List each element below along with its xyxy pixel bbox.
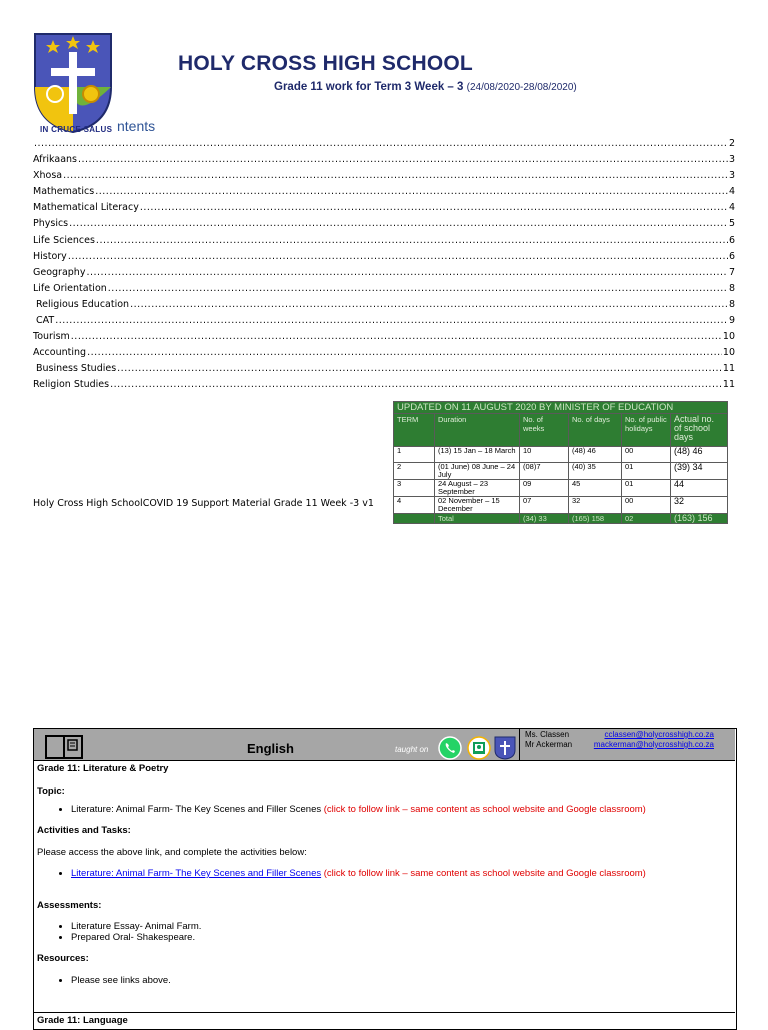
assessments-label: Assessments:	[37, 900, 102, 911]
teacher-name: Ms. Classen	[525, 730, 570, 739]
teacher-name: Mr Ackerman	[525, 740, 573, 749]
table-cell: 24 August – 23 September	[435, 480, 520, 497]
activities-text: Please access the above link, and complete the activities below:	[37, 847, 307, 858]
toc-page-number: 10	[722, 347, 735, 359]
toc-page-number: 9	[728, 315, 735, 327]
table-cell: (40) 35	[569, 463, 622, 480]
table-total-cell: Total	[435, 514, 520, 524]
toc-leader-dots	[63, 168, 728, 184]
table-cell: 00	[622, 497, 671, 514]
table-row	[394, 480, 728, 497]
table-cell: 2	[394, 463, 435, 480]
section-divider	[34, 1012, 735, 1013]
table-cell: 45	[569, 480, 622, 497]
activity-link[interactable]: Literature: Animal Farm- The Key Scenes and Filler Scenes	[71, 868, 322, 879]
toc-entry[interactable]	[33, 184, 735, 200]
table-cell: 00	[622, 447, 671, 463]
table-header-cell: No. of public holidays	[622, 414, 671, 447]
toc-entry[interactable]	[33, 168, 735, 184]
toc-entry-label: Life Orientation	[33, 282, 107, 294]
toc-page-number: 4	[728, 202, 735, 214]
school-logo-icon[interactable]	[494, 736, 516, 760]
table-cell: 02 November – 15 December	[435, 497, 520, 514]
table-header-cell: TERM	[394, 414, 435, 447]
table-cell: 44	[671, 480, 728, 497]
link-note: (click to follow link – same content as school website and Google classroom)	[323, 804, 646, 815]
table-total-cell	[394, 514, 435, 524]
table-cell: 10	[520, 447, 569, 463]
toc-page-number: 6	[728, 250, 735, 262]
toc-entry-label: Afrikaans	[33, 154, 77, 166]
toc-entry-label: History	[33, 250, 67, 262]
table-total-cell: (165) 158	[569, 514, 622, 524]
assessment-item: • Literature Essay- Animal Farm.	[71, 921, 731, 932]
toc-entry-label: Business Studies	[36, 363, 117, 375]
toc-entry[interactable]	[33, 216, 735, 232]
toc-page-number: 4	[728, 186, 735, 198]
assessment-item: • Prepared Oral- Shakespeare.	[71, 932, 731, 943]
link-note: (click to follow link – same content as school website and Google classroom)	[323, 868, 646, 879]
toc-leader-dots	[86, 265, 728, 281]
table-cell: (13) 15 Jan – 18 March	[435, 447, 520, 463]
topic-text: Literature: Animal Farm- The Key Scenes and Filler Scenes	[71, 804, 322, 815]
toc-page-number: 11	[722, 379, 735, 391]
toc-entry-label: CAT	[36, 315, 55, 327]
toc-page-number: 5	[728, 218, 735, 230]
toc-page-number: 6	[728, 234, 735, 246]
table-cell: 32	[569, 497, 622, 514]
toc-entry[interactable]	[33, 281, 735, 297]
toc-entry[interactable]	[33, 329, 735, 345]
toc-page-number: 8	[728, 298, 735, 310]
teacher-names	[525, 730, 572, 750]
next-section-heading: Grade 11: Language	[37, 1015, 128, 1026]
table-cell: 3	[394, 480, 435, 497]
whatsapp-icon[interactable]	[438, 736, 462, 760]
table-cell: 01	[622, 463, 671, 480]
english-content	[37, 763, 731, 986]
term-dates-table	[393, 401, 728, 524]
toc-leader-dots	[110, 377, 722, 393]
toc-entry[interactable]	[33, 265, 735, 281]
toc-leader-dots	[108, 281, 728, 297]
teacher-emails	[590, 730, 714, 750]
table-cell: 4	[394, 497, 435, 514]
document-subtitle	[274, 81, 577, 93]
school-crest-logo	[33, 32, 113, 134]
taught-on-label: taught on	[395, 745, 429, 754]
table-header-cell: No. of days	[569, 414, 622, 447]
toc-entry-label: Geography	[33, 266, 86, 278]
toc-entry-label: Mathematics	[33, 186, 95, 198]
toc-leader-dots	[95, 184, 728, 200]
table-total-cell: 02	[622, 514, 671, 524]
table-row	[394, 497, 728, 514]
toc-entry[interactable]	[33, 313, 735, 329]
google-classroom-icon[interactable]	[467, 736, 491, 760]
toc-leader-dots	[96, 233, 728, 249]
activities-label: Activities and Tasks:	[37, 825, 131, 836]
toc-leader-dots	[117, 361, 722, 377]
toc-entry-label: Physics	[33, 218, 69, 230]
table-row	[394, 447, 728, 463]
toc-leader-dots	[71, 329, 722, 345]
subtitle-main: Grade 11 work for Term 3 Week – 3	[274, 81, 464, 93]
toc-page-number: 11	[722, 363, 735, 375]
toc-page-number: 10	[722, 331, 735, 343]
section-heading: Grade 11: Literature & Poetry	[37, 763, 169, 774]
toc-entry[interactable]	[33, 136, 735, 152]
toc-page-number: 8	[728, 282, 735, 294]
table-of-contents	[33, 136, 735, 394]
book-icon	[45, 735, 83, 759]
table-total-cell: (34) 33	[520, 514, 569, 524]
resource-item: • Please see links above.	[71, 975, 731, 986]
toc-leader-dots	[140, 200, 728, 216]
table-cell: 09	[520, 480, 569, 497]
table-cell: (01 June) 08 June – 24 July	[435, 463, 520, 480]
table-total-row	[394, 514, 728, 524]
toc-entry[interactable]	[33, 361, 735, 377]
toc-entry[interactable]	[33, 297, 735, 313]
toc-entry-label: Religion Studies	[33, 379, 110, 391]
toc-entry-label: Xhosa	[33, 170, 63, 182]
school-title: HOLY CROSS HIGH SCHOOL	[178, 52, 473, 75]
table-cell: (08)7	[520, 463, 569, 480]
table-cell: 32	[671, 497, 728, 514]
table-banner: UPDATED ON 11 AUGUST 2020 BY MINISTER OF EDUCATION	[394, 402, 728, 414]
toc-page-number: 2	[728, 138, 735, 149]
toc-entry-label: Accounting	[33, 347, 87, 359]
toc-entry[interactable]	[33, 233, 735, 249]
table-header-cell: No. of weeks	[520, 414, 569, 447]
table-cell: (48) 46	[569, 447, 622, 463]
table-cell: (39) 34	[671, 463, 728, 480]
toc-leader-dots	[34, 136, 728, 152]
table-row	[394, 463, 728, 480]
toc-entry[interactable]	[33, 345, 735, 361]
teacher-email-link[interactable]: mackerman@holycrosshigh.co.za	[593, 740, 714, 749]
document-footer-text: Holy Cross High SchoolCOVID 19 Support Material Grade 11 Week -3 v1	[33, 498, 374, 509]
topic-item	[71, 804, 731, 815]
header-divider	[519, 729, 520, 760]
toc-entry[interactable]	[33, 377, 735, 393]
topic-label: Topic:	[37, 786, 65, 797]
toc-entry[interactable]	[33, 249, 735, 265]
toc-page-number: 3	[728, 154, 735, 166]
toc-leader-dots	[130, 297, 728, 313]
table-header-cell: Actual no. of school days	[671, 414, 728, 447]
table-cell: (48) 46	[671, 447, 728, 463]
toc-entry-label: Mathematical Literacy	[33, 202, 139, 214]
table-cell: 01	[622, 480, 671, 497]
toc-leader-dots	[69, 216, 728, 232]
toc-leader-dots	[87, 345, 722, 361]
subtitle-dates: (24/08/2020-28/08/2020)	[466, 82, 577, 93]
toc-leader-dots	[68, 249, 728, 265]
subject-title: English	[247, 741, 294, 756]
toc-entry-label: Tourism	[33, 331, 70, 343]
school-motto: IN CRUCE SALUS	[40, 125, 113, 134]
contents-heading: ntents	[117, 118, 156, 134]
toc-leader-dots	[78, 152, 728, 168]
resources-label: Resources:	[37, 953, 89, 964]
toc-entry-label: Religious Education	[36, 298, 130, 310]
toc-entry-label: Life Sciences	[33, 234, 95, 246]
toc-leader-dots	[55, 313, 728, 329]
table-total-cell: (163) 156	[671, 514, 728, 524]
table-header-cell: Duration	[435, 414, 520, 447]
toc-entry[interactable]	[33, 200, 735, 216]
table-cell: 07	[520, 497, 569, 514]
toc-page-number: 7	[728, 266, 735, 278]
toc-entry[interactable]	[33, 152, 735, 168]
activity-item	[71, 868, 731, 879]
table-cell: 1	[394, 447, 435, 463]
teacher-email-link[interactable]: cclassen@holycrosshigh.co.za	[604, 730, 714, 739]
toc-page-number: 3	[728, 170, 735, 182]
